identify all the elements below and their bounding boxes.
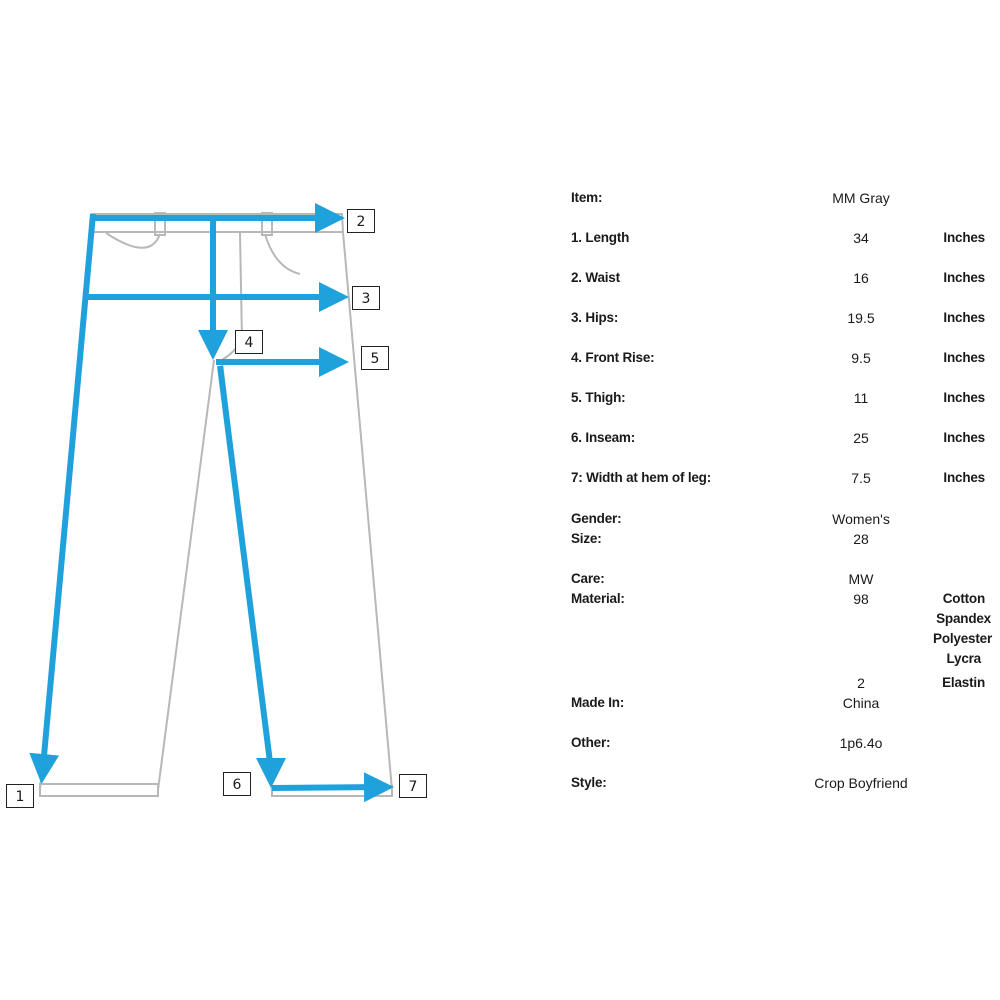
other-value: 1p6.4o xyxy=(839,735,883,751)
material-label: Material: xyxy=(571,591,625,606)
hips-label: 3. Hips: xyxy=(571,310,619,325)
thigh-label: 5. Thigh: xyxy=(571,390,626,405)
item-label: Item: xyxy=(571,190,603,205)
measurement-arrows xyxy=(42,214,388,788)
inseam-value: 25 xyxy=(853,430,869,446)
hips-unit: Inches xyxy=(943,310,985,325)
front-rise-label: 4. Front Rise: xyxy=(571,350,655,365)
style-label: Style: xyxy=(571,775,607,790)
material-lycra: Lycra xyxy=(946,651,981,666)
arrow-hem-width xyxy=(272,787,388,788)
marker-3: 3 xyxy=(352,286,380,310)
size-label: Size: xyxy=(571,531,602,546)
gender-value: Women's xyxy=(832,511,890,527)
item-value: MM Gray xyxy=(832,190,890,206)
material-spandex: Spandex xyxy=(936,611,991,626)
marker-7: 7 xyxy=(399,774,427,798)
length-label: 1. Length xyxy=(571,230,630,245)
marker-4: 4 xyxy=(235,330,263,354)
front-rise-value: 9.5 xyxy=(851,350,871,366)
material-elastin: Elastin xyxy=(942,675,985,690)
hem-width-value: 7.5 xyxy=(851,470,871,486)
thigh-value: 11 xyxy=(853,390,869,406)
marker-5: 5 xyxy=(361,346,389,370)
care-value: MW xyxy=(848,571,874,587)
marker-1: 1 xyxy=(6,784,34,808)
material-value-secondary: 2 xyxy=(857,675,865,691)
made-in-label: Made In: xyxy=(571,695,625,710)
inseam-unit: Inches xyxy=(943,430,985,445)
length-unit: Inches xyxy=(943,230,985,245)
hem-width-unit: Inches xyxy=(943,470,985,485)
arrow-length xyxy=(42,214,93,778)
waist-value: 16 xyxy=(853,270,869,286)
care-label: Care: xyxy=(571,571,605,586)
front-rise-unit: Inches xyxy=(943,350,985,365)
material-value-primary: 98 xyxy=(853,591,869,607)
waist-unit: Inches xyxy=(943,270,985,285)
thigh-unit: Inches xyxy=(943,390,985,405)
gender-label: Gender: xyxy=(571,511,622,526)
hem-width-label: 7: Width at hem of leg: xyxy=(571,470,712,485)
inseam-label: 6. Inseam: xyxy=(571,430,636,445)
marker-6: 6 xyxy=(223,772,251,796)
style-value: Crop Boyfriend xyxy=(814,775,908,791)
material-polyester: Polyester xyxy=(933,631,992,646)
marker-2: 2 xyxy=(347,209,375,233)
other-label: Other: xyxy=(571,735,611,750)
size-value: 28 xyxy=(853,531,869,547)
hips-value: 19.5 xyxy=(847,310,875,326)
made-in-value: China xyxy=(842,695,880,711)
material-cotton: Cotton xyxy=(942,591,985,606)
length-value: 34 xyxy=(853,230,869,246)
arrow-inseam xyxy=(220,366,271,782)
waist-label: 2. Waist xyxy=(571,270,620,285)
